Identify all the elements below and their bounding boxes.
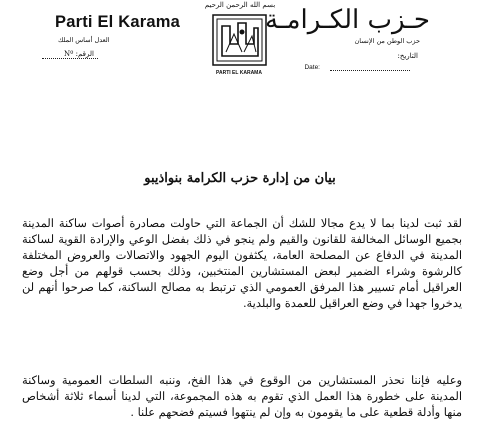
party-slogan-arabic: حزب الوطن من الإنسان	[354, 37, 420, 45]
date-line	[330, 70, 410, 71]
party-name-latin: Parti El Karama	[55, 13, 180, 31]
number-line	[42, 58, 98, 59]
party-slogan-latin-side: العدل أساس الملك	[58, 36, 110, 44]
party-name-arabic: حـزب الكـرامـة	[265, 5, 430, 35]
statement-paragraph-1: لقد ثبت لدينا بما لا يدع مجالا للشك أن الجماعة التي حاولت مصادرة أصوات ساكنة المدينة بجميع الوسائل المخالفة للقانون والقيم ولم ينجو في ذلك بفضل الوعي والإرادة القوية لساكنة المدينة في الدفاع عن المصلحة العامة، يكثفون اليوم الجهود والاتصالات والعروض المختلفة كالرشوة وشراء الضمير لبعض المستشارين المنتخبين، وذلك بحسب قولهم من أجل وضع العراقيل أمام تسيير هذا المرفق العمومي الذي ترتبط به مصالح الساكنة، كما صرحوا أنهم لن يدخروا جهدا في وضع العراقيل للعمدة والبلدية.	[22, 216, 462, 311]
date-label-arabic: التاريخ:	[397, 52, 418, 60]
logo-caption: PARTI EL KARAMA	[216, 70, 262, 76]
date-label-french: Date:	[304, 64, 320, 71]
statement-paragraph-2: وعليه فإننا نحذر المستشارين من الوقوع في هذا الفخ، وننبه السلطات العمومية وساكنة المدينة على خطورة هذا العمل الذي تقوم به هذه المجموعة، التي لدينا أسماء ثلاثة أشخاص منها وأدلة قطعية على ما يقومون به وإن لم ينتهوا فسيتم فضحهم علنا .	[22, 373, 462, 420]
statement-heading: بيان من إدارة حزب الكرامة بنواذيبو	[144, 171, 336, 186]
party-logo-icon	[212, 14, 267, 66]
basmala: بسم الله الرحمن الرحيم	[204, 1, 276, 9]
number-label: الرقم: Nº	[64, 50, 94, 58]
